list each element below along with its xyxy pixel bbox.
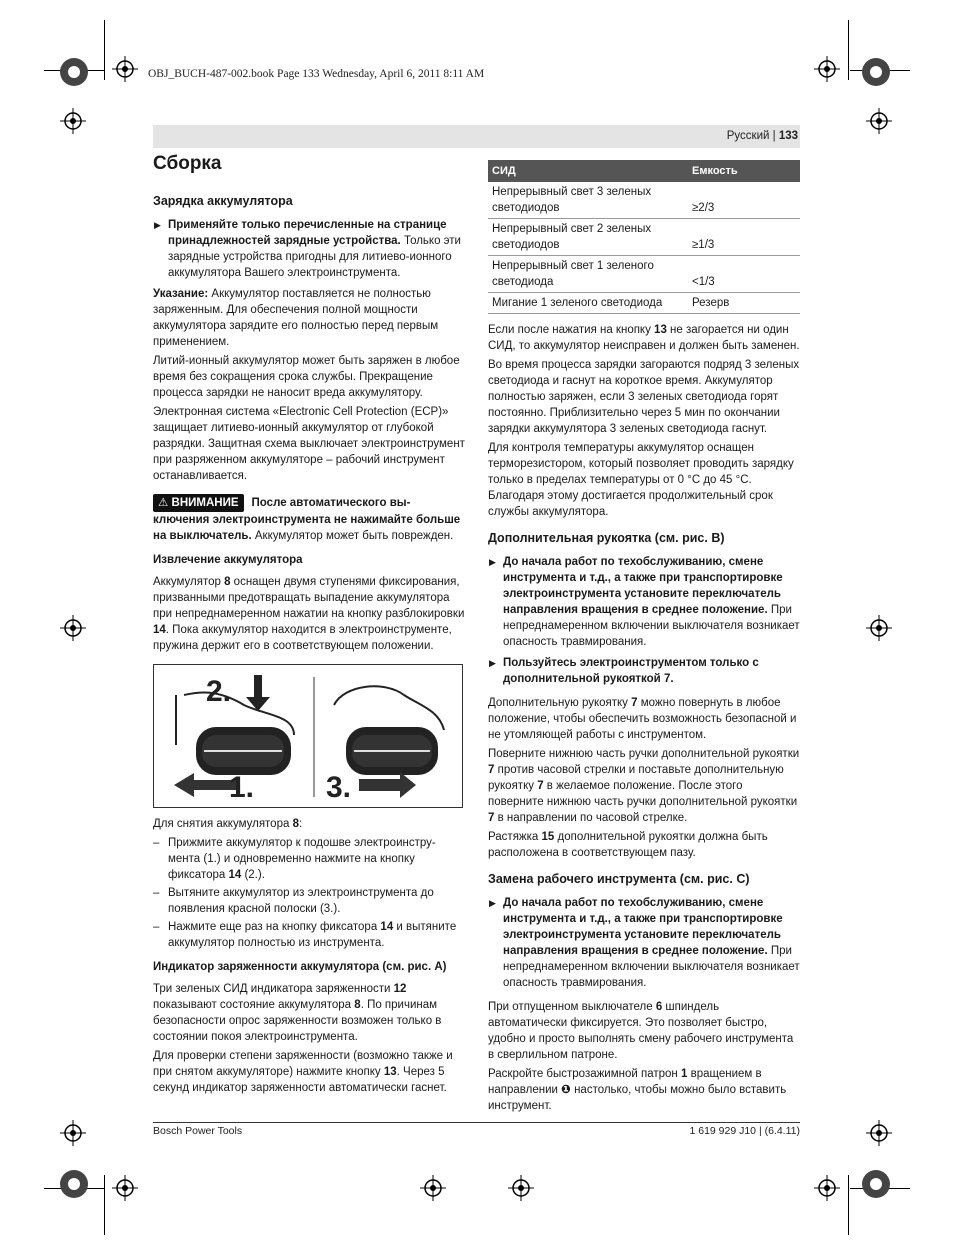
- footer-docnum: 1 619 929 J10 | (6.4.11): [689, 1125, 800, 1137]
- page-title: Сборка: [153, 153, 222, 174]
- crosshair-icon: [112, 1175, 138, 1201]
- crosshair-icon: [112, 56, 138, 82]
- registration-mark-icon: [58, 56, 90, 88]
- footer-rule: [153, 1122, 800, 1123]
- removal-step-3: – Нажмите еще раз на кнопку фиксатора 14 и вытяните аккумулятор полностью из инструмента.: [153, 921, 457, 949]
- turn-paragraph: Поверните нижнюю часть ручки дополнительной рукоятки 7 против часовой стрелки и поставьте дополнительную рукоятку 7 в желаемое положение. После этого поверните нижнюю часть ручки дополнительной рукоятки 7 в направлении по часовой стрелке.: [488, 748, 800, 824]
- registration-mark-icon: [860, 56, 892, 88]
- header-language: Русский: [726, 130, 770, 142]
- left-column: [153, 183, 465, 1099]
- heading-tool-change: Замена рабочего инструмента (см. рис. C): [488, 872, 750, 886]
- removal-step-1: – Прижмите аккумулятор к подошве электроинстру-мента (1.) и одновременно нажмите на кнопку фиксатора 14 (2.).: [153, 837, 436, 881]
- handle-paragraph: Дополнительную рукоятку 7 можно повернуть в любое положение, чтобы обеспечить возможность безопасной и не утомляющей работы с инструментом.: [488, 697, 797, 741]
- table-row: Мигание 1 зеленого светодиода Резерв: [488, 293, 800, 314]
- step-3-label: 3.: [326, 771, 352, 804]
- removal-step-2: – Вытяните аккумулятор из электроинструмента до появления красной полоски (3.).: [153, 887, 434, 915]
- faulty-paragraph: Если после нажатия на кнопку 13 не загорается ни один СИД, то аккумулятор неисправен и должен быть заменен.: [488, 324, 800, 352]
- during-charging-paragraph: Во время процесса зарядки загораются подряд 3 зеленых светодиода и гаснут на короткое время. Аккумулятор полностью заряжен, если 3 зеленых светодиода горят постоянно. Приблизительно через 5 мин по окончании зарядки аккумулятора 3 зеленых светодиода гаснут.: [488, 359, 800, 435]
- bullet-tool-safety: ▶ До начала работ по техобслуживанию, смене инструмента и т.д., а также при транспортировке электроинструмента установите переключатель направления вращения в среднее положение. При непреднамеренном включении выключателя возникает опасность травмирования.: [489, 897, 800, 989]
- step-2-label: 2.: [206, 675, 232, 708]
- bullet-handle-safety: ▶ До начала работ по техобслуживанию, смене инструмента и т.д., а также при транспортировке электроинструмента установите переключатель направления вращения в среднее положение. При непреднамеренном включении выключателя возникает опасность травмирования.: [489, 556, 800, 648]
- led-capacity-table: [488, 160, 800, 314]
- crosshair-icon: [866, 108, 892, 134]
- bullet-handle-use: ▶ Пользуйтесь электроинструментом только с дополнительной рукояткой 7.: [489, 657, 759, 685]
- remove-paragraph: Аккумулятор 8 оснащен двумя ступенями фиксирования, призванными предотвращать выпадение аккумулятора при непреднамеренном нажатии на кнопку разблокировки 14. Пока аккумулятор находится в электроинструменте, пружина держит его в соответствующем положении.: [153, 576, 465, 652]
- crosshair-icon: [866, 615, 892, 641]
- table-header-capacity: Емкость: [688, 160, 800, 182]
- bullet-arrow-icon: ▶: [154, 220, 161, 230]
- check-paragraph: Для проверки степени заряженности (возможно также и при снятом аккумуляторе) нажмите кнопку 13. Через 5 секунд индикатор заряженности автоматически гаснет.: [153, 1050, 453, 1094]
- table-row: Непрерывный свет 1 зеленого светодиода <1/3: [488, 256, 800, 293]
- footer-brand: Bosch Power Tools: [153, 1125, 243, 1137]
- note-paragraph: Указание: Аккумулятор поставляется не полностью заряженным. Для обеспечения полной мощности аккумулятора зарядите его полностью перед первым применением.: [153, 288, 439, 348]
- registration-mark-icon: [58, 1168, 90, 1200]
- table-row: Непрерывный свет 2 зеленых светодиодов ≥1/3: [488, 219, 800, 256]
- bullet-arrow-icon: ▶: [489, 557, 496, 567]
- header-bar: [153, 125, 800, 148]
- open-chuck-paragraph: Раскройте быстрозажимной патрон 1 вращением в направлении ❶ настолько, чтобы можно было вставить инструмент.: [488, 1068, 787, 1112]
- brace-paragraph: Растяжка 15 дополнительной рукоятки должна быть расположена в соответствующем пазу.: [488, 831, 768, 859]
- registration-mark-icon: [860, 1168, 892, 1200]
- liion-paragraph: Литий-ионный аккумулятор может быть заряжен в любое время без сокращения срока службы. Прекращение процесса зарядки не наносит вреда аккумулятору.: [153, 355, 460, 399]
- bullet-arrow-icon: ▶: [489, 658, 496, 668]
- running-header: Русский | 133: [726, 130, 798, 142]
- warning-triangle-icon: ⚠: [158, 497, 169, 509]
- heading-aux-handle: Дополнительная рукоятка (см. рис. B): [488, 531, 725, 545]
- crosshair-icon: [814, 56, 840, 82]
- temperature-paragraph: Для контроля температуры аккумулятор оснащен терморезистором, который позволяет проводить зарядку только в пределах температуры от 0 °C до 45 °C. Благодаря этому достигается продолжительный срок службы аккумулятора.: [488, 442, 794, 518]
- table-row: Непрерывный свет 3 зеленых светодиодов ≥2/3: [488, 182, 800, 219]
- indicator-paragraph: Три зеленых СИД индикатора заряженности 12 показывают состояние аккумулятора 8. По причинам безопасности опрос заряженности возможен только в состоянии покоя электроинструмента.: [153, 983, 442, 1043]
- crosshair-icon: [866, 1120, 892, 1146]
- crosshair-icon: [814, 1175, 840, 1201]
- crosshair-icon: [60, 1120, 86, 1146]
- battery-removal-figure: [153, 664, 463, 808]
- crosshair-icon: [508, 1175, 534, 1201]
- direction-symbol-icon: ❶: [561, 1084, 571, 1096]
- page-number: 133: [778, 130, 798, 142]
- crosshair-icon: [60, 615, 86, 641]
- bullet-arrow-icon: ▶: [489, 898, 496, 908]
- heading-indicator: Индикатор заряженности аккумулятора (см. рис. A): [153, 961, 447, 973]
- print-slug: OBJ_BUCH-487-002.book Page 133 Wednesday, April 6, 2011 8:11 AM: [148, 68, 485, 80]
- warning-badge: ⚠ ВНИМАНИЕ: [153, 494, 244, 512]
- step-1-label: 1.: [229, 771, 255, 804]
- spindle-paragraph: При отпущенном выключателе 6 шпиндель автоматически фиксируется. Это позволяет быстро, удобно и просто выполнять смену рабочего инструмента в сверлильном патроне.: [488, 1001, 794, 1061]
- heading-charging: Зарядка аккумулятора: [153, 194, 293, 208]
- battery-removal-illustration: [154, 665, 462, 807]
- table-header-led: СИД: [488, 160, 688, 182]
- right-column: [488, 160, 800, 1117]
- crosshair-icon: [420, 1175, 446, 1201]
- warning-paragraph: ⚠ ВНИМАНИЕ После автоматического вы-ключения электроинструмента не нажимайте больше на выключатель. Аккумулятор может быть поврежден.: [153, 494, 465, 544]
- heading-remove: Извлечение аккумулятора: [153, 554, 303, 566]
- bullet-chargers: ▶ Применяйте только перечисленные на странице принадлежностей зарядные устройства. Только эти зарядные устройства пригодны для литиево-ионного аккумулятора Вашего электроинструмента.: [154, 219, 461, 279]
- ecp-paragraph: Электронная система «Electronic Cell Protection (ECP)» защищает литиево-ионный аккумулятор от глубокой разрядки. Защитная схема выключает электроинструмент при разряженном аккумуляторе – рабочий инструмент останавливается.: [153, 406, 465, 482]
- for-removal-paragraph: Для снятия аккумулятора 8:: [153, 818, 303, 830]
- crosshair-icon: [60, 108, 86, 134]
